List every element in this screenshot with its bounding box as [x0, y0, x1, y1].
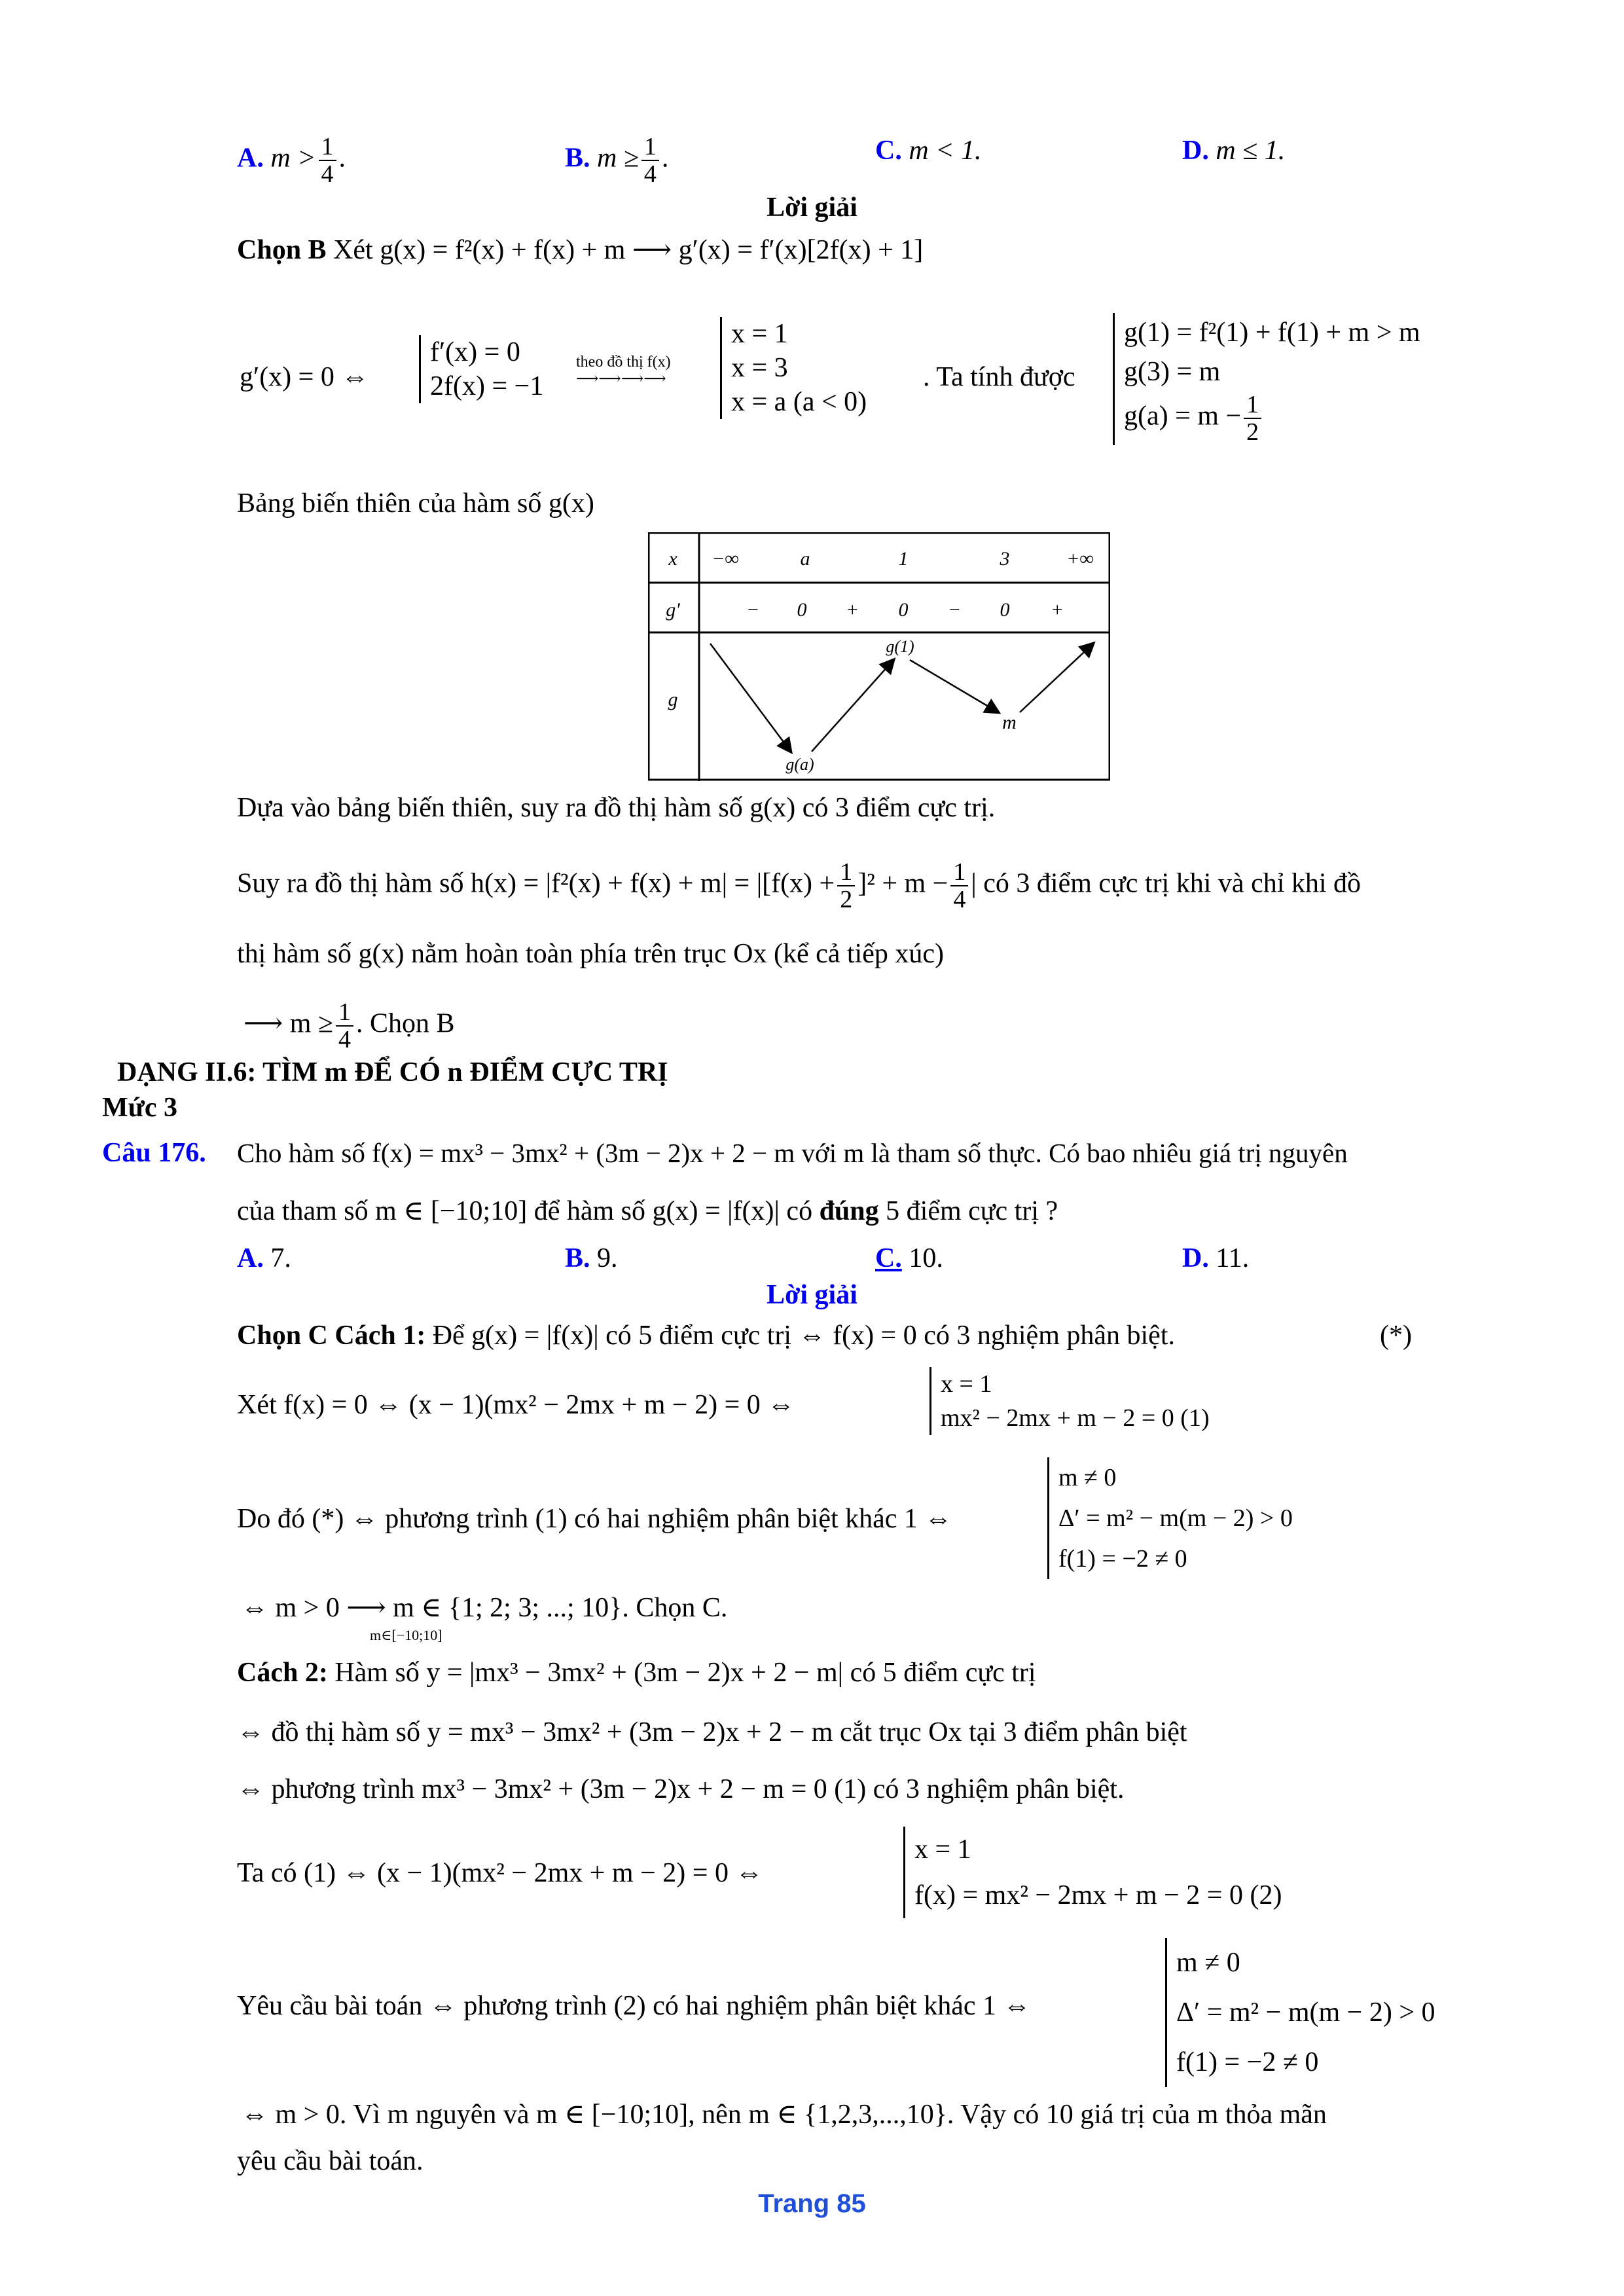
gp-zero: 0: [1000, 599, 1010, 621]
gp-label: g′: [666, 599, 680, 621]
g-min: m: [1002, 712, 1017, 733]
option-c-correct: C. 10.: [875, 1243, 943, 1273]
g-label: g: [668, 689, 678, 710]
g-min-a: g(a): [785, 755, 814, 774]
solution-title: Lời giải: [767, 1280, 857, 1310]
derivative-eq: g′(x) = 0 ⇔: [240, 362, 369, 392]
text-line: Suy ra đồ thị hàm số h(x) = |f²(x) + f(x) + m| = |[f(x) + $\frac{1}{2}$ ]² + m − $\frac{1}{4}$ | có 3 điểm cực trị khi và chỉ khi đồ: [237, 858, 1362, 913]
arrow-down: [910, 660, 998, 712]
option-b: B. m ≥ $\frac{1}{4}$ .: [565, 133, 669, 188]
arrow-up: [812, 660, 893, 752]
table-caption: Bảng biến thiên của hàm số g(x): [237, 488, 594, 519]
gp-zero: 0: [797, 599, 807, 621]
option-d: D. 11.: [1182, 1243, 1250, 1273]
star-mark: (*): [1380, 1321, 1412, 1351]
text-line: ⟶ m ≥ $\frac{1}{4}$ . Chọn B: [244, 998, 455, 1053]
solution-line: Chọn C Cách 1: Để g(x) = |f(x)| có 5 điểm cực trị ⇔ f(x) = 0 có 3 nghiệm phân biệt.: [237, 1321, 1175, 1351]
solution-title: Lời giải: [767, 192, 857, 223]
system: x = 1 mx² − 2mx + m − 2 = 0 (1): [929, 1367, 1210, 1435]
gp-sign: +: [1050, 599, 1064, 621]
page-number: Trang 85: [758, 2189, 866, 2218]
section-level: Mức 3: [102, 1093, 177, 1123]
system: m ≠ 0 Δ′ = m² − m(m − 2) > 0 f(1) = −2 ≠ 0: [1047, 1457, 1293, 1579]
arrow-up: [1020, 644, 1093, 712]
x-val: a: [800, 548, 810, 570]
solution-line: Cách 2: Hàm số y = |mx³ − 3mx² + (3m − 2)x + 2 − m| có 5 điểm cực trị: [237, 1658, 1036, 1688]
gp-sign: −: [947, 599, 962, 621]
option-a: A. 7.: [237, 1243, 291, 1273]
g-max: g(1): [886, 637, 914, 656]
gp-zero: 0: [898, 599, 909, 621]
option-a: A. m > $\frac{1}{4}$ .: [237, 133, 346, 188]
arrow-condition: m∈[−10;10]: [370, 1627, 442, 1643]
system: m ≠ 0 Δ′ = m² − m(m − 2) > 0 f(1) = −2 ≠ 0: [1165, 1938, 1435, 2087]
option-c: C. m < 1.: [875, 136, 982, 166]
solution-line: ⇔ đồ thị hàm số y = mx³ − 3mx² + (3m − 2)x + 2 − m cắt trục Ox tại 3 điểm phân biệt: [237, 1717, 1187, 1747]
arrow-down: [710, 644, 791, 752]
x-val: 3: [1000, 548, 1010, 570]
x-label: x: [668, 548, 677, 570]
question-label: Câu 176.: [102, 1138, 206, 1168]
ta-tinh-duoc: . Ta tính được: [923, 362, 1075, 392]
system-3: g(1) = f²(1) + f(1) + m > m g(3) = m g(a) = m − $\frac{1}{2}$: [1113, 313, 1420, 445]
system-1: f′(x) = 0 2f(x) = −1: [419, 335, 543, 403]
solution-line: ⇔ m > 0 ⟶ m ∈ {1; 2; 3; ...; 10}. Chọn C.: [241, 1593, 728, 1623]
arrow-label: theo đồ thị f(x) ⟶⟶⟶⟶: [576, 354, 671, 388]
question-text: của tham số m ∈ [−10;10] để hàm số g(x) = |f(x)| có đúng 5 điểm cực trị ?: [237, 1196, 1058, 1226]
gp-sign: −: [746, 599, 760, 621]
option-b: B. 9.: [565, 1243, 618, 1273]
system-2: x = 1 x = 3 x = a (a < 0): [720, 317, 867, 419]
solution-line: ⇔ m > 0. Vì m nguyên và m ∈ [−10;10], nên m ∈ {1,2,3,...,10}. Vậy có 10 giá trị của m thỏa mãn: [241, 2100, 1327, 2130]
variation-table: [648, 532, 1110, 781]
solution-line: Do đó (*) ⇔ phương trình (1) có hai nghiệm phân biệt khác 1 ⇔: [237, 1504, 952, 1534]
solution-line: Yêu cầu bài toán ⇔ phương trình (2) có hai nghiệm phân biệt khác 1 ⇔: [237, 1991, 1031, 2021]
x-val: −∞: [712, 548, 739, 570]
x-val: +∞: [1066, 548, 1094, 570]
solution-line: ⇔ phương trình mx³ − 3mx² + (3m − 2)x + 2 − m = 0 (1) có 3 nghiệm phân biệt.: [237, 1774, 1125, 1804]
solution-line: Ta có (1) ⇔ (x − 1)(mx² − 2mx + m − 2) = 0 ⇔: [237, 1858, 763, 1888]
text-line: Dựa vào bảng biến thiên, suy ra đồ thị hàm số g(x) có 3 điểm cực trị.: [237, 793, 996, 823]
section-title: DẠNG II.6: TÌM m ĐỂ CÓ n ĐIỂM CỰC TRỊ: [117, 1057, 668, 1087]
question-text: Cho hàm số f(x) = mx³ − 3mx² + (3m − 2)x + 2 − m với m là tham số thực. Có bao nhiêu giá trị nguyên: [237, 1138, 1348, 1168]
x-val: 1: [898, 548, 909, 570]
solution-line: Chọn B Xét g(x) = f²(x) + f(x) + m ⟶ g′(x) = f′(x)[2f(x) + 1]: [237, 235, 924, 265]
solution-line: Xét f(x) = 0 ⇔ (x − 1)(mx² − 2mx + m − 2) = 0 ⇔: [237, 1390, 795, 1420]
text-line: thị hàm số g(x) nằm hoàn toàn phía trên trục Ox (kể cả tiếp xúc): [237, 939, 944, 969]
gp-sign: +: [845, 599, 859, 621]
system: x = 1 f(x) = mx² − 2mx + m − 2 = 0 (2): [903, 1827, 1282, 1918]
solution-line: yêu cầu bài toán.: [237, 2146, 424, 2176]
option-d: D. m ≤ 1.: [1182, 136, 1286, 166]
